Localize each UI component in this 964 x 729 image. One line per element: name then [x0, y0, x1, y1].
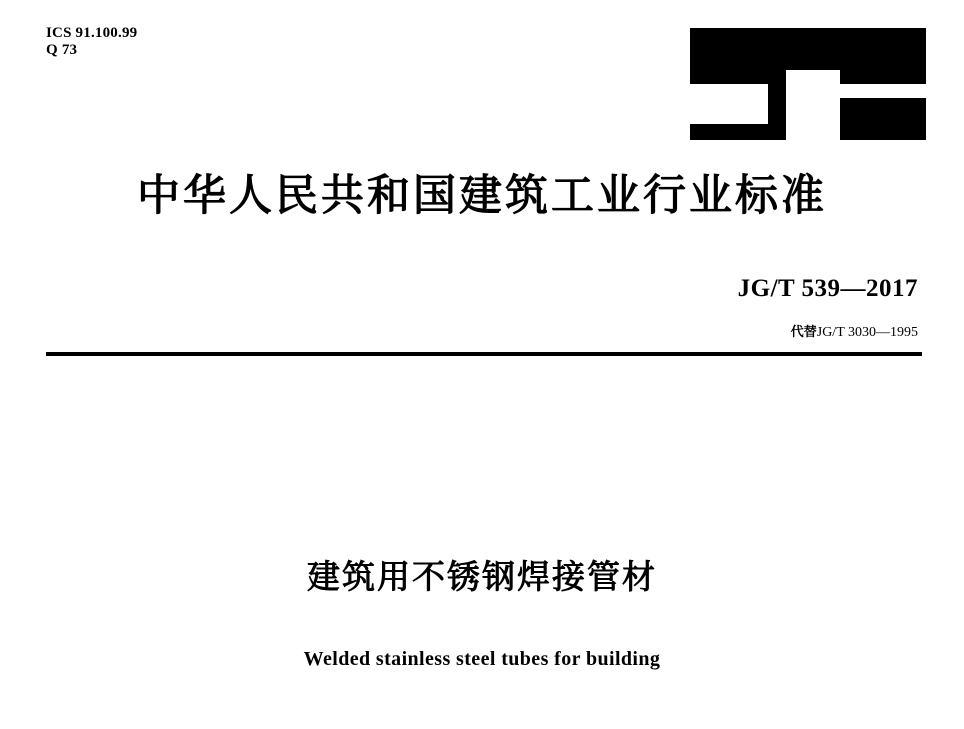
replaces-value: JG/T 3030—1995	[816, 325, 918, 340]
horizontal-divider	[46, 352, 922, 356]
page-title: 中华人民共和国建筑工业行业标准	[137, 171, 827, 221]
standard-number: JG/T 539—2017	[737, 275, 918, 302]
jg-logo-icon	[690, 28, 926, 140]
standard-number-block	[738, 275, 918, 360]
ics-code: ICS 91.100.99	[46, 25, 138, 41]
ccs-code: Q 73	[46, 42, 78, 58]
replaces-label: 代替	[790, 325, 817, 340]
subject-title-chinese: 建筑用不锈钢焊接管材	[307, 557, 657, 596]
subject-title-english: Welded stainless steel tubes for building	[303, 648, 661, 670]
ics-classification-block	[46, 25, 137, 59]
